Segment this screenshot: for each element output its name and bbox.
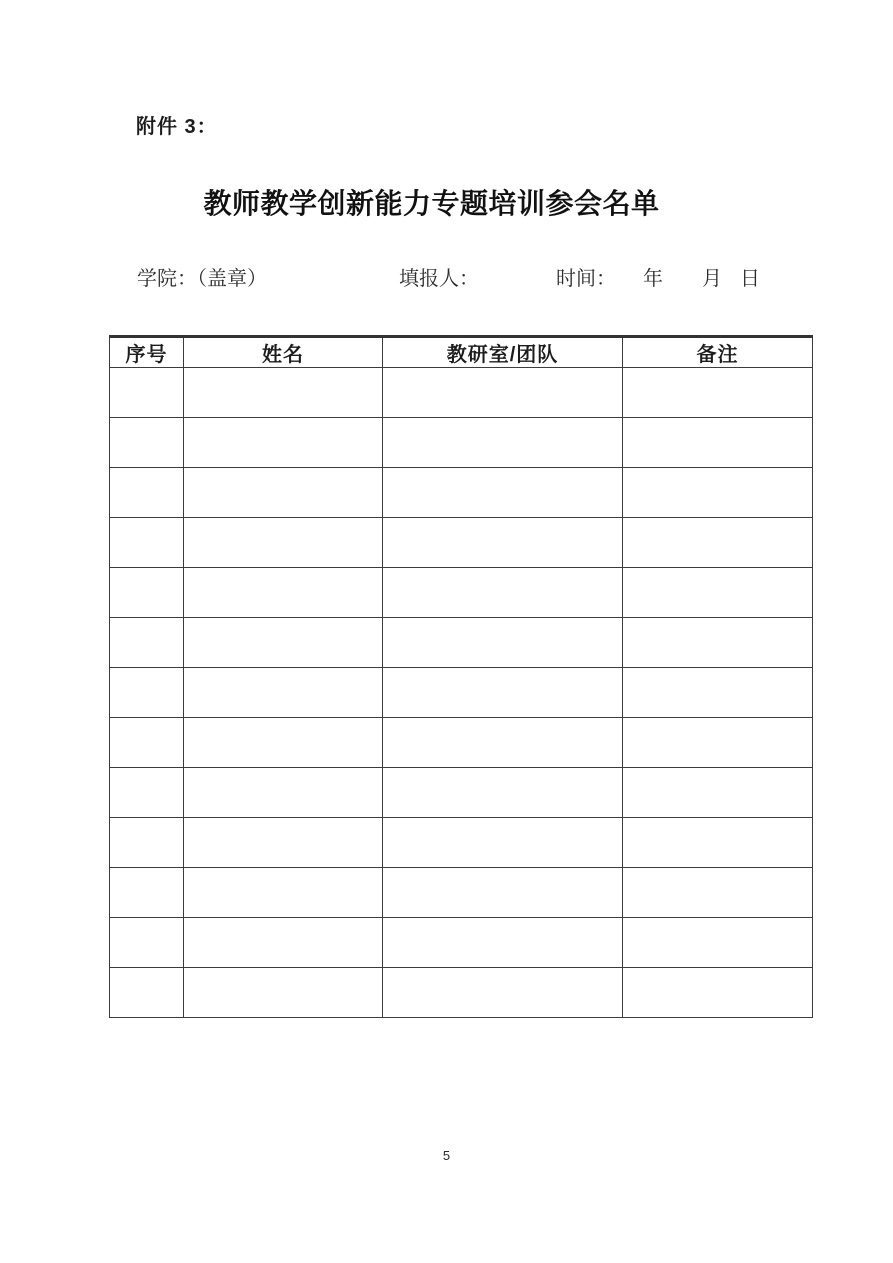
college-label: 学院：（盖章）: [137, 268, 267, 290]
table-cell: [623, 368, 813, 418]
table-cell: [184, 618, 383, 668]
table-cell: [110, 668, 184, 718]
table-cell: [110, 618, 184, 668]
table-cell: [383, 618, 623, 668]
table-row: [110, 918, 813, 968]
table-cell: [623, 818, 813, 868]
page-number: 5: [442, 1148, 451, 1163]
filler-label: 填报人：: [399, 268, 479, 290]
table-cell: [110, 568, 184, 618]
table-row: [110, 568, 813, 618]
table-cell: [383, 968, 623, 1018]
table-cell: [110, 918, 184, 968]
table-cell: [383, 818, 623, 868]
table-cell: [110, 818, 184, 868]
table-cell: [623, 468, 813, 518]
table-cell: [623, 618, 813, 668]
table-cell: [383, 418, 623, 468]
time-label: 时间：: [556, 268, 616, 290]
table-cell: [184, 718, 383, 768]
table-cell: [110, 718, 184, 768]
table-row: [110, 518, 813, 568]
table-cell: [184, 668, 383, 718]
table-cell: [623, 768, 813, 818]
table-row: [110, 868, 813, 918]
table-cell: [184, 518, 383, 568]
col-header-index: 序号: [110, 337, 184, 368]
table-cell: [623, 918, 813, 968]
table-row: [110, 968, 813, 1018]
page-title: 教师教学创新能力专题培训参会名单: [203, 189, 660, 220]
table-row: [110, 768, 813, 818]
table-row: [110, 368, 813, 418]
table-cell: [184, 918, 383, 968]
table-cell: [383, 868, 623, 918]
table-cell: [383, 918, 623, 968]
table-cell: [184, 568, 383, 618]
table-body: [110, 368, 813, 1018]
attendee-table: [109, 335, 813, 1018]
table-cell: [623, 568, 813, 618]
table-cell: [623, 518, 813, 568]
month-label: 月: [702, 268, 722, 290]
table-cell: [383, 468, 623, 518]
table-cell: [623, 968, 813, 1018]
table-cell: [383, 768, 623, 818]
table-cell: [184, 468, 383, 518]
table-row: [110, 668, 813, 718]
year-label: 年: [643, 268, 663, 290]
table-cell: [383, 568, 623, 618]
table-row: [110, 418, 813, 468]
table-cell: [110, 468, 184, 518]
table-cell: [110, 868, 184, 918]
table-row: [110, 618, 813, 668]
table-cell: [623, 418, 813, 468]
day-label: 日: [740, 268, 760, 290]
table-cell: [184, 368, 383, 418]
table-cell: [184, 868, 383, 918]
table-header-row: [110, 337, 813, 368]
table-cell: [110, 368, 184, 418]
table-cell: [383, 718, 623, 768]
table-cell: [383, 668, 623, 718]
col-header-remark: 备注: [623, 337, 813, 368]
table-row: [110, 718, 813, 768]
table-cell: [110, 518, 184, 568]
table-cell: [184, 418, 383, 468]
table-cell: [184, 818, 383, 868]
table-cell: [383, 518, 623, 568]
table-row: [110, 818, 813, 868]
info-line: [0, 262, 893, 292]
table-cell: [623, 868, 813, 918]
col-header-name: 姓名: [184, 337, 383, 368]
table-cell: [383, 368, 623, 418]
table-cell: [110, 768, 184, 818]
col-header-office: 教研室/团队: [383, 337, 623, 368]
table-cell: [184, 768, 383, 818]
table-cell: [110, 418, 184, 468]
table-row: [110, 468, 813, 518]
table-cell: [184, 968, 383, 1018]
table-cell: [623, 668, 813, 718]
table-cell: [623, 718, 813, 768]
attachment-label: 附件 3：: [136, 116, 218, 138]
table-cell: [110, 968, 184, 1018]
